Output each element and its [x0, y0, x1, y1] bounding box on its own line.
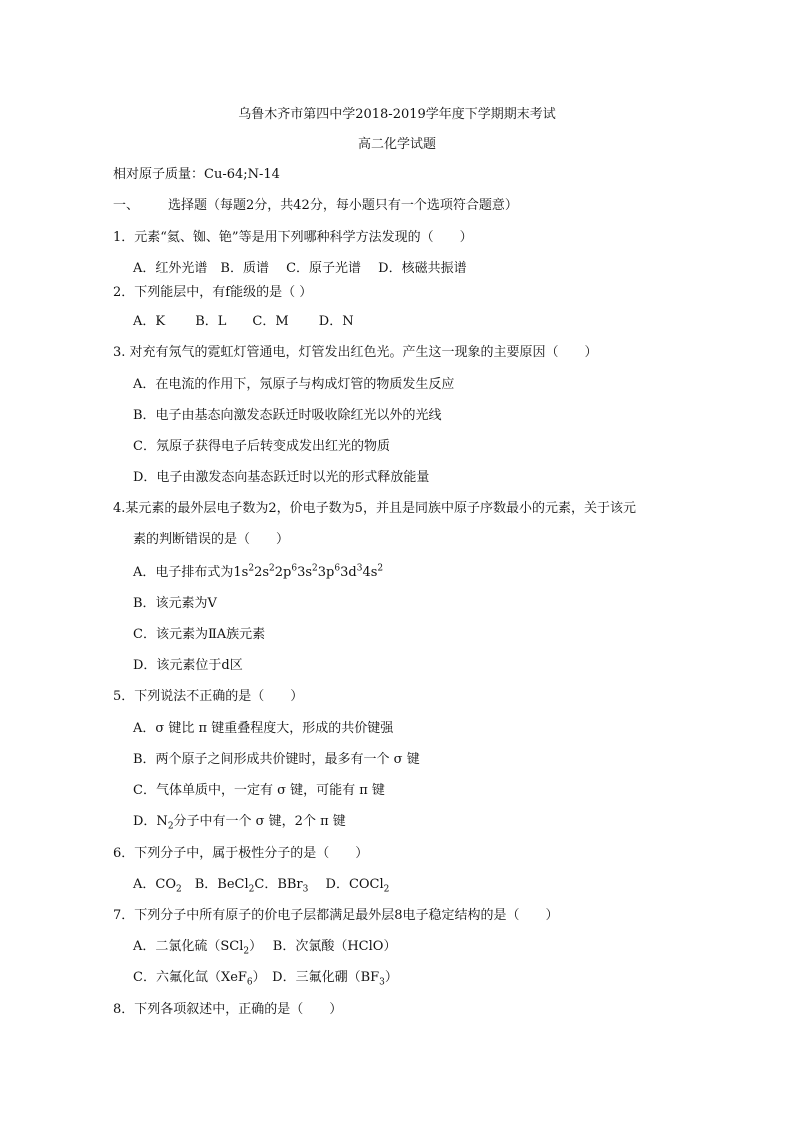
exam-subtitle: 高二化学试题: [357, 137, 436, 152]
q6-options: A．$CO_2$ B．BeCl$_2$C．BBr$_3$ D．COCl$_2$: [133, 877, 390, 895]
q5-option-c: C．气体单质中，一定有 σ 键，可能有 π 键: [133, 783, 385, 798]
q3-option-b: B．电子由基态向激发态跃迁时吸收除红光以外的光线: [133, 408, 442, 423]
q5-stem: 5．下列说法不正确的是（ ）: [113, 689, 304, 704]
q1-stem: 1．元素“氦、铷、铯”等是用下列哪种科学方法发现的（ ）: [113, 230, 473, 245]
q3-option-d: D．电子由激发态向基态跃迁时以光的形式释放能量: [133, 470, 430, 485]
q5-option-a: A．σ 键比 π 键重叠程度大，形成的共价键强: [133, 721, 394, 736]
q3-option-c: C．氖原子获得电子后转变成发出红光的物质: [133, 439, 390, 454]
q6-stem: 6．下列分子中，属于极性分子的是（ ）: [113, 846, 369, 861]
q4-stem-line1: 4.某元素的最外层电子数为2，价电子数为5，并且是同族中原子序数最小的元素，关于该元: [113, 501, 636, 516]
q4-stem-line2: 素的判断错误的是（ ）: [133, 532, 290, 547]
electron-configuration: $1s^22s^22p^63s^23p^63d^34s^2$: [233, 563, 384, 580]
q4-option-b: B．该元素为V: [133, 596, 217, 611]
atomic-mass-note: 相对原子质量：Cu-64;N-14: [113, 167, 280, 182]
q7-options-ab: A．二氯化硫（SCl$_2$） B．次氯酸（HClO）: [133, 939, 397, 957]
q4-option-d: D．该元素位于d区: [133, 658, 243, 673]
q4-option-a: [133, 564, 383, 582]
q5-option-d: D．$N_2$分子中有一个 σ 键，2个 π 键: [133, 814, 346, 832]
q5-option-b: B．两个原子之间形成共价键时，最多有一个 σ 键: [133, 752, 420, 767]
section-number: 一、: [113, 198, 140, 213]
exam-title: 乌鲁木齐市第四中学2018-2019学年度下学期期末考试: [238, 107, 556, 122]
q3-option-a: A．在电流的作用下，氖原子与构成灯管的物质发生反应: [133, 377, 455, 392]
q8-stem: 8．下列各项叙述中，正确的是（ ）: [113, 1002, 343, 1017]
q1-options: A．红外光谱 B．质谱 C．原子光谱 D．核磁共振谱: [133, 261, 467, 276]
q7-stem: 7．下列分子中所有原子的价电子层都满足最外层8电子稳定结构的是（ ）: [113, 908, 559, 923]
q3-stem: 3. 对充有氖气的霓虹灯管通电，灯管发出红色光。产生这一现象的主要原因（ ）: [113, 345, 598, 360]
q7-options-cd: C．六氟化氙（XeF$_6$） D．三氟化硼$(BF_3)$: [133, 970, 398, 988]
q2-stem: 2．下列能层中，有f能级的是（ ）: [113, 285, 313, 300]
q4-option-c: C．该元素为ⅡA族元素: [133, 627, 266, 642]
q2-options: A．K B．L C．M D．N: [133, 314, 354, 329]
q4-option-a-prefix: A．电子排布式为: [133, 565, 234, 580]
section-heading: 选择题（每题2分，共42分，每小题只有一个选项符合题意）: [168, 198, 518, 213]
